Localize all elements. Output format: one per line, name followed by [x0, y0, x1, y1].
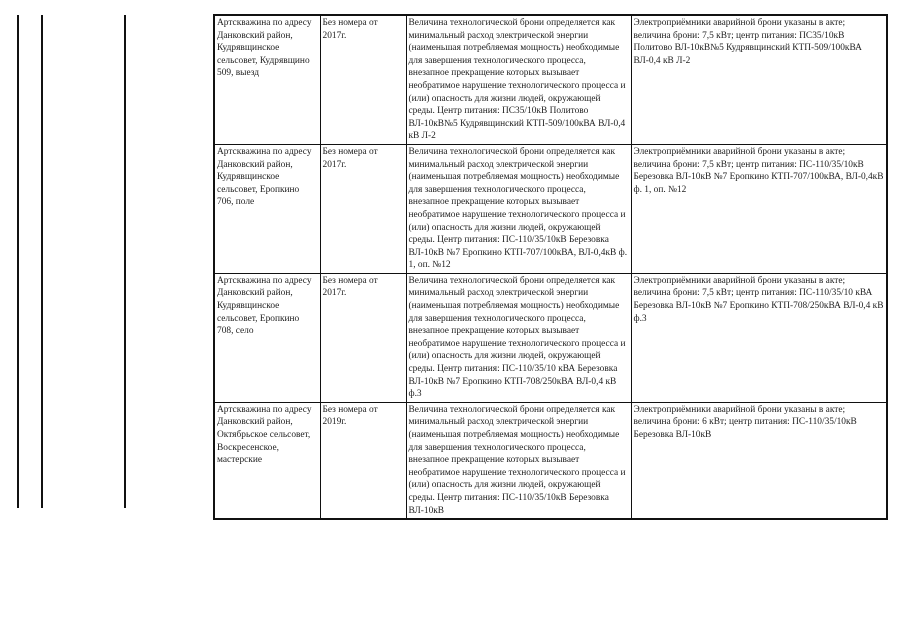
consumers-cell: Электроприёмники аварийной брони указаны в акте; величина брони: 7,5 кВт; центр питания: ПС35/10кВ Политово ВЛ-10кВ№5 Кудрявщинский КТП-509/100кВА ВЛ-0,4 кВ Л-2	[631, 15, 887, 144]
left-rule-2	[41, 15, 43, 508]
table-row	[214, 15, 887, 144]
consumers-cell: Электроприёмники аварийной брони указаны в акте; величина брони: 7,5 кВт; центр питания: ПС-110/35/10 кВА Березовка ВЛ-10кВ №7 Еропкино КТП-708/250кВА ВЛ-0,4 кВ ф.3	[631, 273, 887, 402]
justification-cell: Величина технологической брони определяется как минимальный расход электрической энергии (наименьшая потребляемая мощность) необходимые для завершения технологического процесса, внезапное прекращение которых вызывает необратимое нарушение технологического процесса и (или) опасность для жизни людей, окружающей среды. Центр питания: ПС-110/35/10кВ Березовка ВЛ-10кВ №7 Еропкино КТП-707/100кВА, ВЛ-0,4кВ ф. 1, оп. №12	[406, 144, 631, 273]
location-cell: Артскважина по адресу Данковский район, Кудрявщинское сельсовет, Кудрявщино 509, выезд	[214, 15, 320, 144]
location-cell: Артскважина по адресу Данковский район, Кудрявщинское сельсовет, Еропкино 706, поле	[214, 144, 320, 273]
table-row	[214, 144, 887, 273]
table-row	[214, 402, 887, 519]
location-cell: Артскважина по адресу Данковский район, Октябрьское сельсовет, Воскресенское, мастерские	[214, 402, 320, 519]
justification-cell: Величина технологической брони определяется как минимальный расход электрической энергии (наименьшая потребляемая мощность) необходимые для завершения технологического процесса, внезапное прекращение которых вызывает необратимое нарушение технологического процесса и (или) опасность для жизни людей, окружающей среды. Центр питания: ПС-110/35/10 кВА Березовка ВЛ-10кВ №7 Еропкино КТП-708/250кВА ВЛ-0,4 кВ ф.3	[406, 273, 631, 402]
reserve-table	[213, 14, 888, 520]
justification-cell: Величина технологической брони определяется как минимальный расход электрической энергии (наименьшая потребляемая мощность) необходимые для завершения технологического процесса, внезапное прекращение которых вызывает необратимое нарушение технологического процесса и (или) опасность для жизни людей, окружающей среды. Центр питания: ПС-110/35/10кВ Березовка ВЛ-10кВ	[406, 402, 631, 519]
justification-cell: Величина технологической брони определяется как минимальный расход электрической энергии (наименьшая потребляемая мощность) необходимые для завершения технологического процесса, внезапное прекращение которых вызывает необратимое нарушение технологического процесса и (или) опасность для жизни людей, окружающей среды. Центр питания: ПС35/10кВ Политово ВЛ-10кВ№5 Кудрявщинский КТП-509/100кВА ВЛ-0,4 кВ Л-2	[406, 15, 631, 144]
left-rule-1	[17, 15, 19, 508]
consumers-cell: Электроприёмники аварийной брони указаны в акте; величина брони: 6 кВт; центр питания: ПС-110/35/10кВ Березовка ВЛ-10кВ	[631, 402, 887, 519]
number-cell: Без номера от 2019г.	[320, 402, 406, 519]
number-cell: Без номера от 2017г.	[320, 273, 406, 402]
location-cell: Артскважина по адресу Данковский район, Кудрявщинское сельсовет, Еропкино 708, село	[214, 273, 320, 402]
consumers-cell: Электроприёмники аварийной брони указаны в акте; величина брони: 7,5 кВт; центр питания: ПС-110/35/10кВ Березовка ВЛ-10кВ №7 Еропкино КТП-707/100кВА, ВЛ-0,4кВ ф. 1, оп. №12	[631, 144, 887, 273]
left-rule-3	[124, 15, 126, 508]
table-row	[214, 273, 887, 402]
number-cell: Без номера от 2017г.	[320, 15, 406, 144]
number-cell: Без номера от 2017г.	[320, 144, 406, 273]
